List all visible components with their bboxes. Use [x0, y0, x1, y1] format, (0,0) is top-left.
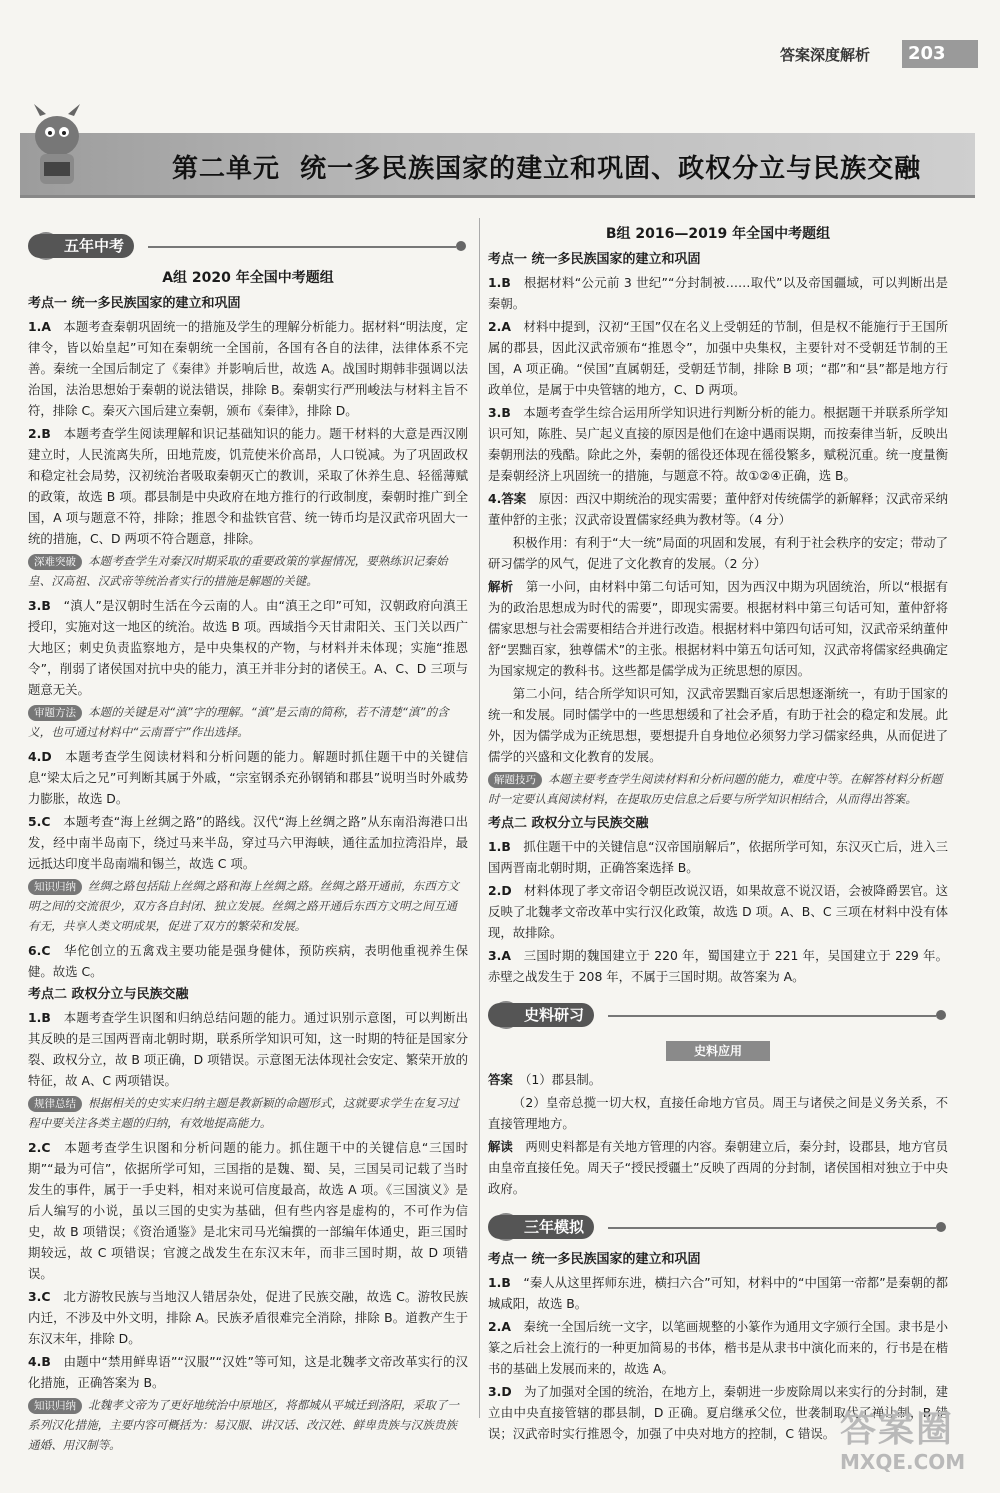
- answer-text: 本题考查学生阅读材料和分析问题的能力。解题时抓住题干中的关键信息“梁太后之兄”可判断其属于外戚，“宗室钢杀充孙钢销和郡县”说明当时外戚势力膨胀，故选 D。: [28, 749, 469, 806]
- answer-number: 6.C: [28, 943, 51, 958]
- section-rule: [608, 1227, 936, 1229]
- group-a-title: A组 2020 年全国中考题组: [162, 270, 334, 286]
- column-divider: [479, 218, 480, 1418]
- answer-text: 秦统一全国后统一文字，以笔画规整的小篆作为通用文字颁行全国。隶书是小篆之后社会上流行的一种更加简易的书体，楷书是从隶书中演化而来的，行书是在楷书的基础上发展而来的，故选 A。: [488, 1319, 949, 1376]
- section-rule: [608, 1015, 936, 1017]
- mascot-icon: [22, 102, 92, 190]
- answer-text: 抓住题干中的关键信息“汉帝国崩解后”，依据所学可知，东汉灭亡后，进入三国两晋南北朝时期，正确答案选择 B。: [488, 839, 948, 875]
- answer-text: 原因：西汉中期统治的现实需要；董仲舒对传统儒学的新解释；汉武帝采纳董仲舒的主张；汉武帝设置儒家经典为教材等。（4 分）: [488, 491, 949, 527]
- answer-text: “秦人从这里挥师东进，横扫六合”可知，材料中的“中国第一帝都”是秦朝的都城咸阳，故选 B。: [488, 1275, 949, 1311]
- answer-text: 华佗创立的五禽戏主要功能是强身健体，预防疾病，表明他重视养生保健。故选 C。: [28, 943, 469, 979]
- section-five-year-exams: [28, 232, 468, 262]
- answer-item: [488, 1272, 948, 1314]
- watermark-url: MXQE.COM: [840, 1450, 966, 1474]
- answer-number: 2.D: [488, 883, 512, 898]
- analysis-label: 解析: [488, 579, 514, 594]
- header-title: 答案深度解析: [780, 46, 871, 64]
- answer-item: [28, 746, 468, 809]
- answer-item: [28, 595, 468, 700]
- answer-text: 本题考查学生阅读理解和识记基础知识的能力。题干材料的大意是西汉刚建立时，人民流离失所，田地荒废，饥荒使米价高昂，人口锐减。为了巩固政权和稳定社会局势，汉初统治者吸取秦朝灭亡的教训，采取了休养生息、轻徭薄赋的政策，故选 B 项。郡县制是中央政府在地方推行的行政制度，秦朝时推广到全国，A 项与题意不符，排除；推恩令和盐铁官营、统一铸币均是汉武帝巩固大一统的措施，C、D 两项不符合题意，排除。: [28, 426, 469, 546]
- page-number: 203: [902, 40, 978, 68]
- note-text: 本题的关键是对“滇”字的理解。“滇”是云南的简称，若不清楚“滇”的含义，也可通过材料中“云南晋宁”作出选择。: [28, 705, 449, 739]
- answer-number: 4.D: [28, 749, 52, 764]
- analysis-item: [488, 576, 948, 681]
- answer-item: [488, 488, 948, 530]
- watermark-logo: [840, 1410, 990, 1480]
- note-box: [28, 551, 468, 591]
- answer-text: 本题考查学生综合运用所学知识进行判断分析的能力。根据题干并联系所学知识可知，陈胜、吴广起义直接的原因是他们在途中遇雨误期，而按秦律当斩，反映出秦朝刑法的残酷。除此之外，秦朝的徭役还体现在徭役繁多，赋税沉重。统一度量衡是秦朝经济上巩固统一的措施，与题意不符。故①②④正确，选 B。: [488, 405, 948, 483]
- note-tag: 知识归纳: [28, 1398, 82, 1414]
- answer-number: 1.A: [28, 319, 51, 334]
- answer-text: 材料中提到，汉初“王国”仅在名义上受朝廷的节制，但是权不能施行于王国所属的郡县，因此汉武帝颁布“推恩令”，加强中央集权，主要针对不受朝廷节制的王国，A 项正确。“侯国”直属朝廷，受朝廷节制，排除 B 项；“郡”和“县”都是地方行政单位，是属于中央管辖的地方，C、D 两项。: [488, 319, 949, 397]
- answer-paragraph: 积极作用：有利于“大一统”局面的巩固和发展，有利于社会秩序的安定；带动了研习儒学的风气，促进了文化教育的发展。（2 分）: [488, 535, 948, 571]
- answer-number: 2.C: [28, 1140, 51, 1155]
- kp1-title: 考点一 统一多民族国家的建立和巩固: [28, 296, 241, 311]
- group-b-title: B组 2016—2019 年全国中考题组: [605, 226, 831, 242]
- note-text: 本题考查学生对秦汉时期采取的重要政策的掌握情况，要熟练识记秦始皇、汉高祖、汉武帝等统治者实行的措施是解题的关键。: [28, 554, 448, 588]
- analysis-text: 两则史料都是有关地方管理的内容。秦朝建立后，秦分封，设郡县，地方官员由皇帝直接任免。周天子“授民授疆土”反映了西周的分封制，诸侯国相对独立于中央政府。: [488, 1139, 949, 1196]
- answer-number: 4.B: [28, 1354, 51, 1369]
- note-tag: 规律总结: [28, 1096, 82, 1112]
- answer-number: 1.B: [28, 1010, 51, 1025]
- answer-item: [488, 945, 948, 987]
- analysis-label: 解读: [488, 1139, 513, 1154]
- answer-item: [28, 811, 468, 874]
- answer-number: 3.B: [28, 598, 51, 613]
- answer-item: [28, 940, 468, 982]
- answer-item: [28, 1007, 468, 1091]
- note-text: 北魏孝文帝为了更好地统治中原地区，将都城从平城迁到洛阳，采取了一系列汉化措施，主要内容可概括为：易汉服、讲汉话、改汉姓、鲜卑贵族与汉族贵族通婚、用汉制等。: [28, 1398, 460, 1452]
- kp2-title: 考点二 政权分立与民族交融: [488, 816, 649, 831]
- answer-number: 3.A: [488, 948, 511, 963]
- section-historical-sources: [488, 1001, 948, 1031]
- analysis-item: [488, 1136, 948, 1199]
- answer-item: [488, 880, 948, 943]
- analysis-text: 第一小问，由材料中第二句话可知，因为西汉中期为巩固统治，所以“根据有为的政治思想成为时代的需要”，即现实需要。根据材料中第三句话可知，董仲舒将儒家思想与社会需要相结合并进行改造。根据材料中第四句话可知，汉武帝采纳董仲舒“罢黜百家，独尊儒术”的主张。根据材料中第五句话可知，汉武帝将儒家经典确定为国家规定的教科书。这些都是儒学成为正统思想的原因。: [488, 579, 949, 678]
- answer-text: 材料体现了孝文帝诏令朝臣改说汉语，如果故意不说汉语，会被降爵罢官。这反映了北魏孝文帝改革中实行汉化政策，故选 D 项。A、B、C 三项在材料中没有体现，故排除。: [488, 883, 949, 940]
- answer-number: 1.B: [488, 1275, 511, 1290]
- note-tag: 解题技巧: [488, 772, 542, 788]
- answer-text: 由题中“禁用鲜卑语”“汉服”“汉姓”等可知，这是北魏孝文帝改革实行的汉化措施，正确答案为 B。: [28, 1354, 469, 1390]
- note-box: [28, 1093, 468, 1133]
- section-label: 五年中考: [28, 234, 134, 258]
- answer-text: 北方游牧民族与当地汉人错居杂处，促进了民族交融，故选 C。游牧民族内迁，不涉及中外文明，排除 A。民族矛盾很难完全消除，排除 B。道教产生于东汉末年，排除 D。: [28, 1289, 468, 1346]
- answer-item: [488, 272, 948, 314]
- section-dot-icon: [936, 1010, 946, 1020]
- note-tag: 审题方法: [28, 705, 82, 721]
- answer-item: [28, 423, 468, 549]
- answer-item: [28, 1286, 468, 1349]
- answer-number: 3.B: [488, 405, 511, 420]
- unit-name: 统一多民族国家的建立和巩固、政权分立与民族交融: [300, 154, 922, 184]
- answer-paragraph: （2）皇帝总揽一切大权，直接任命地方官员。周王与诸侯之间是义务关系，不直接管理地方。: [488, 1095, 948, 1131]
- section-dot-icon: [456, 241, 466, 251]
- analysis-paragraph: 第二小问，结合所学知识可知，汉武帝罢黜百家后思想逐渐统一，有助于国家的统一和发展。同时儒学中的一些思想缓和了社会矛盾，有助于社会的稳定和发展。此外，因为儒学成为正统思想，要想提升自身地位必须努力学习儒家经典，从而促进了儒学的兴盛和文化教育的发展。: [488, 686, 948, 764]
- answer-item: [488, 402, 948, 486]
- answer-text: （1）郡县制。: [525, 1072, 602, 1087]
- answer-number: 3.D: [488, 1384, 512, 1399]
- kp2-title: 考点二 政权分立与民族交融: [28, 987, 189, 1002]
- answer-number: 2.B: [28, 426, 51, 441]
- left-column: [28, 230, 468, 1459]
- answer-text: 根据材料“公元前 3 世纪”“分封制被……取代”以及帝国疆域，可以判断出是秦朝。: [488, 275, 949, 311]
- section-label: 三年模拟: [488, 1215, 594, 1239]
- answer-text: 三国时期的魏国建立于 220 年，蜀国建立于 221 年，吴国建立于 229 年。赤壁之战发生于 208 年，不属于三国时期。故答案为 A。: [488, 948, 948, 984]
- note-text: 本题主要考查学生阅读材料和分析问题的能力，难度中等。在解答材料分析题时一定要认真阅读材料，在提取历史信息之后要与所学知识相结合，从而得出答案。: [488, 772, 943, 806]
- answer-item: [488, 836, 948, 878]
- note-tag: 深难突破: [28, 554, 82, 570]
- page-header: [780, 40, 980, 68]
- note-text: 丝绸之路包括陆上丝绸之路和海上丝绸之路。丝绸之路开通前，东西方文明之间的交流很少，双方各自封闭、独立发展。丝绸之路开通后东西方文明之间互通有无，共享人类文明成果，促进了双方的繁荣和发展。: [28, 879, 460, 933]
- answer-text: 为了加强对全国的统治，在地方上，秦朝进一步废除周以来实行的分封制，建立由中央直接管辖的郡县制，D 正确。夏启继承父位，世袭制取代了禅让制，B 错误；汉武帝时实行推恩令，加强了中央对地方的控制，C 错误。: [488, 1384, 949, 1441]
- answer-item: [28, 1351, 468, 1393]
- subsection-label: 史料应用: [666, 1041, 770, 1061]
- answer-number: 2.A: [488, 1319, 511, 1334]
- watermark-text: 答案圈: [840, 1409, 955, 1450]
- answer-number: 1.B: [488, 839, 511, 854]
- note-box: [28, 702, 468, 742]
- answer-number: 5.C: [28, 814, 51, 829]
- section-label: 史料研习: [488, 1003, 594, 1027]
- answer-text: “滇人”是汉朝时生活在今云南的人。由“滇王之印”可知，汉朝政府向滇王授印，实施对这一地区的统治。故选 B 项。西域指今天甘肃阳关、玉门关以西广大地区；刺史负责监察地方，是中央集权的产物，与材料并未体现；实施“推恩令”，削弱了诸侯国对抗中央的能力，滇王并非分封的诸侯王。A、C、D 三项与题意无关。: [28, 598, 469, 697]
- answer-item: [28, 1137, 468, 1284]
- section-rule: [148, 246, 456, 248]
- answer-text: 本题考查秦朝巩固统一的措施及学生的理解分析能力。据材料“明法度，定律令，皆以始皇起”可知在秦朝统一全国前，各国有各自的法律，法律体系不完善。秦统一全国后制定了《秦律》并影响后世，故选 A。战国时期韩非强调以法治国，法治思想始于秦朝的说法错误，排除 B。秦朝实行严刑峻法与材料主旨不符，排除 C。秦灭六国后建立秦朝，颁布《秦律》，排除 D。: [28, 319, 469, 418]
- answer-text: 本题考查“海上丝绸之路”的路线。汉代“海上丝绸之路”从东南沿海港口出发，经中南半岛南下，绕过马来半岛，穿过马六甲海峡，通往孟加拉湾沿岸，最远抵达印度半岛南端和锡兰，故选 C 项。: [28, 814, 468, 871]
- answer-item: [488, 1316, 948, 1379]
- right-column: [488, 222, 948, 1446]
- answer-number: 3.C: [28, 1289, 51, 1304]
- answer-label: 答案: [488, 1072, 513, 1087]
- answer-text: 本题考查学生识图和归纳总结问题的能力。通过识别示意图，可以判断出其反映的是三国两晋南北朝时期，联系所学知识可知，这一时期的特征是国家分裂、政权分立，故 B 项正确，D 项错误。示意图无法体现社会安定、繁荣开放的特征，故 A、C 两项错误。: [28, 1010, 469, 1088]
- answer-number: 4.答案: [488, 491, 527, 506]
- answer-item: [488, 316, 948, 400]
- answer-text: 本题考查学生识图和分析问题的能力。抓住题干中的关键信息“三国时期”“最为可信”，依据所学可知，三国指的是魏、蜀、吴，三国吴司记载了当时发生的事件，属于一手史料，相对来说可信度最高，故选 A 项。《三国演义》是后人编写的小说，虽以三国的史实为基础，但有些内容是虚构的，不可作为信史，故 B 项错误；《资治通鉴》是北宋司马光编撰的一部编年体通史，距三国时期较远，故 C 项错误；官渡之战发生在东汉末年，而非三国时期，故 D 项错误。: [28, 1140, 469, 1281]
- note-box: [28, 876, 468, 936]
- unit-title: [172, 148, 921, 185]
- section-three-year-mock: [488, 1213, 948, 1243]
- kp1-title: 考点一 统一多民族国家的建立和巩固: [488, 252, 701, 267]
- answer-item: [28, 316, 468, 421]
- kp3-title: 考点一 统一多民族国家的建立和巩固: [488, 1252, 701, 1267]
- answer-item: [488, 1069, 948, 1090]
- answer-number: 1.B: [488, 275, 511, 290]
- unit-number: 第二单元: [172, 154, 281, 184]
- note-tag: 知识归纳: [28, 879, 82, 895]
- note-text: 根据相关的史实来归纳主题是教新颖的命题形式，这就要求学生在复习过程中要关注各类主题的归纳，有效地提高能力。: [28, 1096, 460, 1130]
- note-box: [28, 1395, 468, 1455]
- section-dot-icon: [936, 1222, 946, 1232]
- note-box: [488, 769, 948, 809]
- answer-number: 2.A: [488, 319, 511, 334]
